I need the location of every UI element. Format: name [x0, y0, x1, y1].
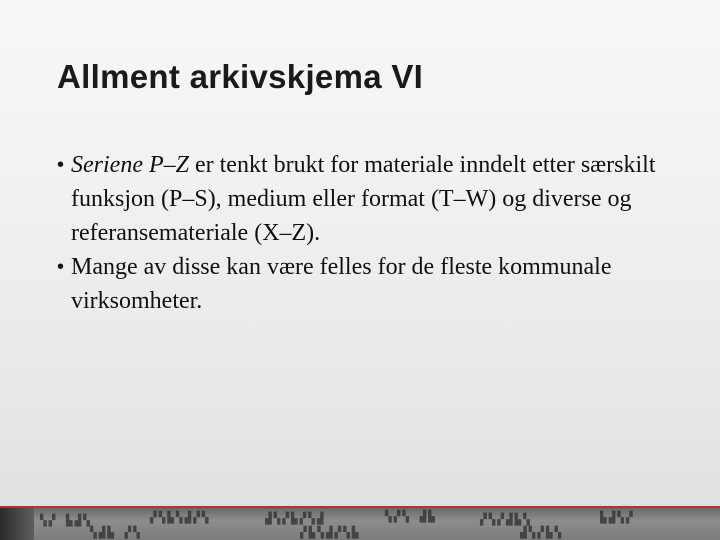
- bullet-text: er tenkt brukt for materiale inndelt etter særskilt funksjon (P–S), medium eller format (T–W) og diverse og referansemateriale (X–Z).: [71, 152, 656, 246]
- carved-mark: ▞▚▞▟▙▚: [480, 513, 532, 526]
- bullet-emphasis: Seriene P–Z: [71, 152, 189, 178]
- carved-mark: ▟▚▞▙▚: [520, 526, 564, 539]
- bullet-marker: •: [57, 256, 65, 278]
- carved-mark: ▚▞▚ ▟▙: [385, 510, 437, 523]
- carved-mark: ▚▞ ▙▟▚: [40, 514, 92, 527]
- bullet-item: [57, 250, 677, 318]
- carved-mark: ▞▙▚▟▞▚▙: [300, 526, 361, 539]
- bullet-item: [57, 148, 677, 250]
- bullet-list: [57, 148, 677, 318]
- engraved-photo-strip: [0, 508, 720, 540]
- slide-title: Allment arkivskjema VI: [57, 58, 424, 95]
- bullet-text: Mange av disse kan være felles for de fleste kommunale virksomheter.: [71, 254, 612, 314]
- carved-mark: ▙▟▚▞: [600, 511, 635, 524]
- bullet-marker: •: [57, 154, 65, 176]
- carved-mark: ▟▚▞▙▞▚▟: [265, 512, 326, 525]
- strip-shadow: [0, 508, 34, 540]
- carved-mark: ▚▟▙ ▞▚: [90, 526, 142, 539]
- carved-mark: ▞▚▙▚▟▞▚: [150, 511, 211, 524]
